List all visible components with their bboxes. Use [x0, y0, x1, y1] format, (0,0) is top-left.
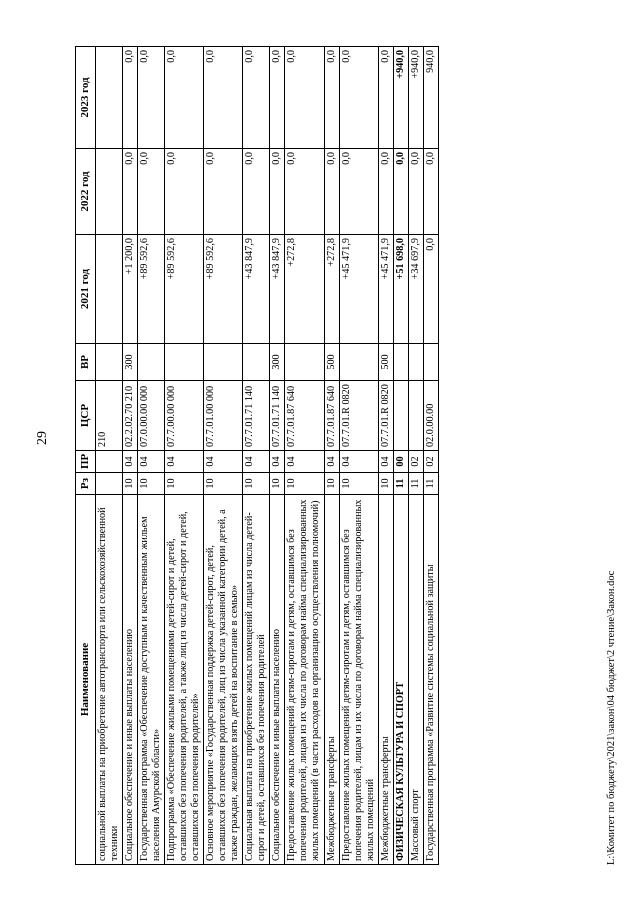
cell-vr: [408, 344, 423, 381]
cell-name: Подпрограмма «Обеспечение жилыми помещениями детей-сирот и детей, оставшихся без попечения родителей, а также лиц из числа детей-сирот и детей, оставшихся без попечения родителей»: [165, 495, 204, 865]
cell-pr: 04: [204, 451, 243, 473]
cell-csr: 07.7.01.00 000: [204, 381, 243, 451]
cell-pr: 04: [123, 451, 138, 473]
cell-csr: 07.7.01.71 140: [243, 381, 270, 451]
cell-rz: 10: [165, 473, 204, 495]
table-body: [95, 47, 438, 865]
cell-rz: 11: [408, 473, 423, 495]
cell-csr: 07.7.01.87 640: [324, 381, 339, 451]
cell-y2021: +45 471,9: [378, 235, 393, 344]
cell-vr: 500: [378, 344, 393, 381]
cell-name: ФИЗИЧЕСКАЯ КУЛЬТУРА И СПОРТ: [393, 495, 408, 865]
header-2022: 2022 год: [76, 149, 96, 235]
cell-y2021: +272,8: [324, 235, 339, 344]
table-row: [138, 47, 165, 865]
table-header-row: [76, 47, 96, 865]
cell-name: Предоставление жилых помещений детям-сиротам и детям, оставшимся без попечения родителей, лицам из их числа по договорам найма специализированных жилых помещений: [339, 495, 378, 865]
cell-pr: 04: [270, 451, 285, 473]
cell-rz: 10: [339, 473, 378, 495]
cell-y2022: 0,0: [423, 149, 438, 235]
cell-csr: 02.2.02.70 210: [123, 381, 138, 451]
cell-rz: 10: [285, 473, 324, 495]
cell-rz: 10: [378, 473, 393, 495]
cell-pr: 04: [138, 451, 165, 473]
cell-y2021: +272,8: [285, 235, 324, 344]
cell-y2021: +43 847,9: [270, 235, 285, 344]
table-row: [243, 47, 270, 865]
header-csr: ЦСР: [76, 381, 96, 451]
cell-y2022: 0,0: [408, 149, 423, 235]
cell-name: Предоставление жилых помещений детям-сиротам и детям, оставшимся без попечения родителей, лицам из их числа по договорам найма специализированных жилых помещений (в части расходов на организацию осуществления полномочий): [285, 495, 324, 865]
cell-pr: 02: [408, 451, 423, 473]
cell-y2021: +89 592,6: [138, 235, 165, 344]
cell-vr: [165, 344, 204, 381]
cell-csr: 07.7.01.87 640: [285, 381, 324, 451]
cell-vr: 300: [270, 344, 285, 381]
cell-y2022: 0,0: [324, 149, 339, 235]
cell-pr: 04: [165, 451, 204, 473]
cell-pr: 04: [243, 451, 270, 473]
budget-table: [75, 46, 439, 865]
cell-csr: 07.7.00.00 000: [165, 381, 204, 451]
cell-vr: [393, 344, 408, 381]
cell-rz: 11: [393, 473, 408, 495]
cell-y2022: 0,0: [243, 149, 270, 235]
cell-y2021: +89 592,6: [165, 235, 204, 344]
cell-y2022: 0,0: [123, 149, 138, 235]
cell-y2023: +940,0: [393, 47, 408, 149]
cell-vr: [339, 344, 378, 381]
cell-y2022: 0,0: [339, 149, 378, 235]
cell-y2022: 0,0: [165, 149, 204, 235]
cell-y2022: 0,0: [204, 149, 243, 235]
cell-y2022: [95, 149, 122, 235]
cell-rz: 10: [324, 473, 339, 495]
cell-rz: 10: [138, 473, 165, 495]
table-row: [95, 47, 122, 865]
cell-y2023: 0,0: [324, 47, 339, 149]
table-row: [165, 47, 204, 865]
cell-y2021: +43 847,9: [243, 235, 270, 344]
cell-pr: [95, 451, 122, 473]
cell-csr: 02.0.00.00: [423, 381, 438, 451]
cell-y2021: +45 471,9: [339, 235, 378, 344]
cell-name: Социальное обеспечение и иные выплаты населению: [123, 495, 138, 865]
header-2021: 2021 год: [76, 235, 96, 344]
cell-csr: 07.7.01.R 0820: [339, 381, 378, 451]
cell-vr: 300: [123, 344, 138, 381]
cell-vr: 500: [324, 344, 339, 381]
table-row: [270, 47, 285, 865]
cell-name: Основное мероприятие «Государственная поддержка детей-сирот, детей, оставшихся без попечения родителей, лиц из числа указанной категории детей, а также граждан, желающих взять детей на воспитание в семью»: [204, 495, 243, 865]
cell-y2023: 0,0: [339, 47, 378, 149]
cell-rz: 10: [243, 473, 270, 495]
cell-name: Социальное обеспечение и иные выплаты населению: [270, 495, 285, 865]
cell-y2021: +51 698,0: [393, 235, 408, 344]
cell-y2023: 0,0: [270, 47, 285, 149]
cell-pr: 00: [393, 451, 408, 473]
header-vr: ВР: [76, 344, 96, 381]
page-number: 29: [35, 431, 50, 445]
cell-y2023: 0,0: [204, 47, 243, 149]
header-rz: Рз: [76, 473, 96, 495]
table-row: [123, 47, 138, 865]
cell-name: Массовый спорт: [408, 495, 423, 865]
cell-name: Межбюджетные трансферты: [378, 495, 393, 865]
cell-csr: 07.7.01.71 140: [270, 381, 285, 451]
footer-file-path: L:\Комитет по бюджету\2021\закон\04 бюджет\2 чтение\Закон.doc: [606, 570, 617, 865]
cell-pr: 04: [324, 451, 339, 473]
cell-csr: 07.7.01.R 0820: [378, 381, 393, 451]
cell-vr: [285, 344, 324, 381]
cell-csr: [393, 381, 408, 451]
cell-rz: 11: [423, 473, 438, 495]
cell-y2021: +1 200,0: [123, 235, 138, 344]
cell-y2021: [95, 235, 122, 344]
table-row: [378, 47, 393, 865]
cell-pr: 04: [285, 451, 324, 473]
cell-y2023: [95, 47, 122, 149]
table-row: [408, 47, 423, 865]
cell-csr: [408, 381, 423, 451]
table-row: [285, 47, 324, 865]
table-row: [393, 47, 408, 865]
cell-y2023: 0,0: [285, 47, 324, 149]
cell-y2022: 0,0: [378, 149, 393, 235]
cell-name: социальной выплаты на приобретение автотранспорта или сельскохозяйственной техники: [95, 495, 122, 865]
cell-y2023: 0,0: [165, 47, 204, 149]
cell-rz: 10: [270, 473, 285, 495]
cell-y2021: +34 697,9: [408, 235, 423, 344]
cell-csr: 07.0.00.00 000: [138, 381, 165, 451]
cell-y2023: 0,0: [243, 47, 270, 149]
header-name: Наименование: [76, 495, 96, 865]
cell-y2022: 0,0: [393, 149, 408, 235]
cell-y2022: 0,0: [138, 149, 165, 235]
cell-name: Межбюджетные трансферты: [324, 495, 339, 865]
cell-y2021: +89 592,6: [204, 235, 243, 344]
cell-rz: 10: [204, 473, 243, 495]
cell-pr: 02: [423, 451, 438, 473]
table-row: [423, 47, 438, 865]
cell-vr: [138, 344, 165, 381]
cell-y2021: 0,0: [423, 235, 438, 344]
cell-vr: [423, 344, 438, 381]
table-row: [324, 47, 339, 865]
cell-vr: [95, 344, 122, 381]
cell-y2023: 0,0: [123, 47, 138, 149]
cell-pr: 04: [378, 451, 393, 473]
cell-y2022: 0,0: [285, 149, 324, 235]
header-2023: 2023 год: [76, 47, 96, 149]
cell-name: Государственная программа «Развитие системы социальной защиты: [423, 495, 438, 865]
cell-csr: 210: [95, 381, 122, 451]
cell-name: Социальная выплата на приобретение жилых помещений лицам из числа детей-сирот и детей, оставшихся без попечения родителей: [243, 495, 270, 865]
table-row: [339, 47, 378, 865]
cell-y2023: +940,0: [408, 47, 423, 149]
cell-rz: 10: [123, 473, 138, 495]
cell-vr: [204, 344, 243, 381]
cell-y2023: 940,0: [423, 47, 438, 149]
cell-vr: [243, 344, 270, 381]
cell-y2023: 0,0: [138, 47, 165, 149]
cell-rz: [95, 473, 122, 495]
rotated-page-content: [75, 47, 617, 865]
cell-y2022: 0,0: [270, 149, 285, 235]
table-row: [204, 47, 243, 865]
cell-pr: 04: [339, 451, 378, 473]
cell-y2023: 0,0: [378, 47, 393, 149]
header-pr: ПР: [76, 451, 96, 473]
cell-name: Государственная программа «Обеспечение доступным и качественным жильем населения Амурской области»: [138, 495, 165, 865]
